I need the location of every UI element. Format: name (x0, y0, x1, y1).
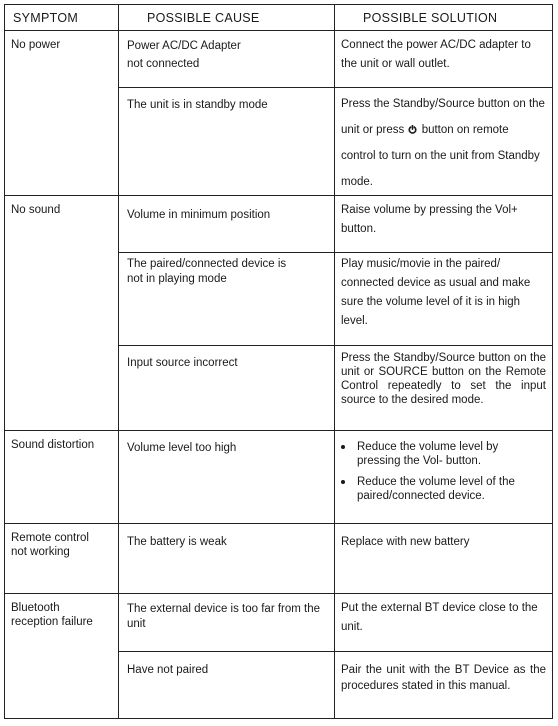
solution-line: Replace with new battery (341, 536, 470, 548)
symptom-label: No power (11, 39, 61, 51)
cause-cell (119, 88, 335, 196)
cause-line: The paired/connected device is (127, 258, 287, 270)
cause-cell (119, 31, 335, 88)
symptom-cell (5, 524, 119, 594)
list-item (335, 440, 546, 468)
solution-line: Pair the unit with the BT Device as the procedures stated in this manual. (341, 664, 546, 692)
cause-cell (119, 594, 335, 652)
cause-line: The battery is weak (127, 536, 227, 548)
cause-line: Power AC/DC Adapter (127, 40, 241, 52)
solution-text: Press the Standby/Source button on the unit or press (341, 98, 545, 136)
table-row (5, 31, 553, 88)
cause-line: Volume level too high (127, 442, 237, 454)
symptom-label: No sound (11, 204, 61, 216)
solution-cell (335, 431, 553, 524)
solution-line: the unit or wall outlet. (341, 58, 450, 70)
cause-cell (119, 524, 335, 594)
table-row (5, 431, 553, 524)
solution-line: level. (341, 315, 368, 327)
symptom-cell (5, 196, 119, 431)
cause-line: Volume in minimum position (127, 209, 271, 221)
symptom-header: SYMPTOM (5, 5, 119, 31)
list-item (335, 475, 546, 503)
bullet-line: pressing the Vol- button. (357, 455, 482, 467)
power-icon (408, 125, 417, 134)
symptom-cell (5, 431, 119, 524)
symptom-label: reception failure (11, 616, 93, 628)
solution-bullet-list (335, 440, 546, 503)
symptom-label: Bluetooth (11, 602, 60, 614)
cause-line: The external device is too far from the unit (127, 603, 321, 630)
cause-cell (119, 253, 335, 346)
solution-cell (335, 594, 553, 652)
solution-line: sure the volume level of it is in high (341, 296, 520, 308)
troubleshooting-table (4, 4, 553, 719)
solution-cell (335, 253, 553, 346)
table-row (5, 594, 553, 652)
solution-line: Press the Standby/Source button on the unit or SOURCE button on the Remote Control repeatedly to set the input source to the desired mode. (341, 352, 546, 406)
cause-cell (119, 346, 335, 431)
cause-cell (119, 652, 335, 719)
cause-line: not in playing mode (127, 273, 227, 285)
solution-header: POSSIBLE SOLUTION (335, 5, 553, 31)
solution-cell (335, 31, 553, 88)
solution-line: Put the external BT device close to the unit. (341, 602, 538, 633)
symptom-label: not working (11, 546, 70, 558)
solution-line: Raise volume by pressing the Vol+ (341, 204, 518, 216)
symptom-cell (5, 594, 119, 719)
cause-line: The unit is in standby mode (127, 99, 268, 111)
table-row (5, 196, 553, 253)
cause-cell (119, 196, 335, 253)
solution-cell (335, 524, 553, 594)
bullet-line: Reduce the volume level by (357, 441, 499, 453)
solution-cell (335, 196, 553, 253)
symptom-label: Sound distortion (11, 439, 95, 451)
solution-cell (335, 88, 553, 196)
solution-cell (335, 346, 553, 431)
solution-line: Connect the power AC/DC adapter to (341, 39, 531, 51)
symptom-label: Remote control (11, 532, 89, 544)
solution-cell (335, 652, 553, 719)
bullet-line: Reduce the volume level of the (357, 476, 515, 488)
bullet-line: paired/connected device. (357, 490, 485, 502)
cause-cell (119, 431, 335, 524)
solution-line: button. (341, 223, 377, 235)
header-row (5, 5, 553, 31)
table-row (5, 524, 553, 594)
solution-line: Play music/movie in the paired/ (341, 258, 501, 270)
cause-line: not connected (127, 58, 200, 70)
solution-text: button on remote control to turn on the unit from Standby mode. (341, 124, 540, 188)
cause-header: POSSIBLE CAUSE (119, 5, 335, 31)
solution-line: connected device as usual and make (341, 277, 531, 289)
cause-line: Have not paired (127, 664, 209, 676)
cause-line: Input source incorrect (127, 357, 238, 369)
symptom-cell (5, 31, 119, 196)
